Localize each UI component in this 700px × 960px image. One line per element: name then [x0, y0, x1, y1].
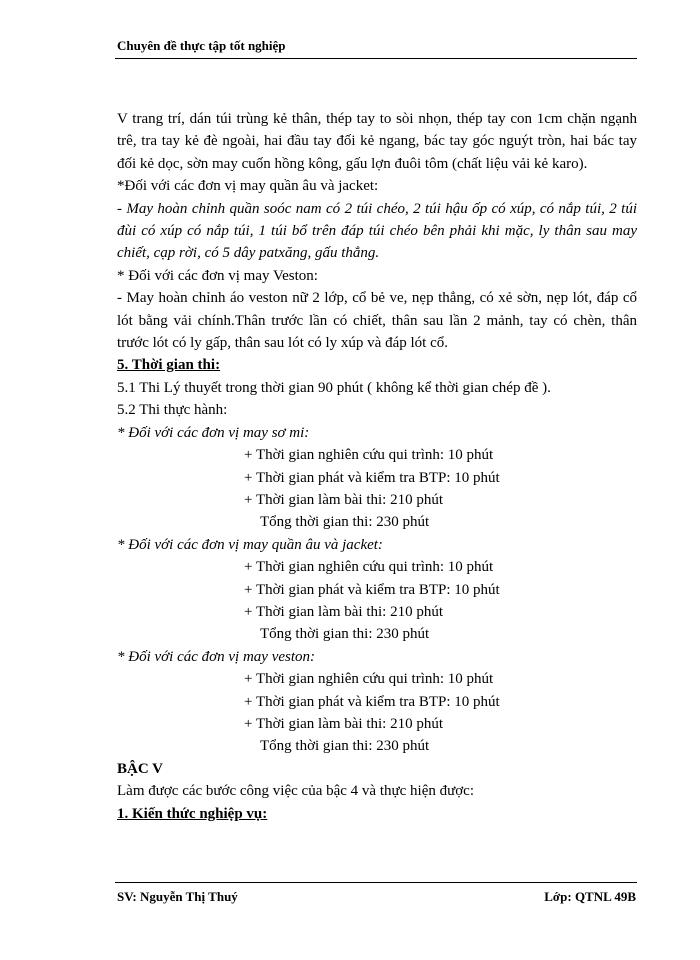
paragraph-quan-au-heading: *Đối với các đơn vị may quần âu và jacket: — [117, 178, 379, 195]
group-item: + Thời gian làm bài thi: 210 phút — [244, 715, 444, 732]
group-item: + Thời gian phát và kiểm tra BTP: 10 phút — [244, 469, 500, 486]
section-5-1: 5.1 Thi Lý thuyết trong thời gian 90 phút ( không kể thời gian chép đề ). — [117, 379, 551, 396]
group-total: Tổng thời gian thi: 230 phút — [260, 738, 430, 755]
paragraph-veston-desc: - May hoàn chỉnh áo veston nữ 2 lớp, cổ bẻ ve, nẹp thẳng, có xẻ sờn, nẹp lót, đáp cổ lót bằng vải chính.Thân trước lần có chiết, thân sau lần 2 mảnh, tay có chèn, thân trước lót có ly gấp, thân sau lót có ly xúp và đáp lót cổ. — [117, 290, 637, 352]
header-rule — [115, 58, 637, 59]
group-total: Tổng thời gian thi: 230 phút — [260, 514, 430, 531]
section-5-heading: 5. Thời gian thi: — [117, 357, 221, 374]
group-item: + Thời gian làm bài thi: 210 phút — [244, 603, 444, 620]
group-item: + Thời gian nghiên cứu qui trình: 10 phút — [244, 559, 494, 576]
time-group-so-mi — [117, 422, 637, 534]
paragraph-1: V trang trí, dán túi trùng kẻ thân, thép tay to sòi nhọn, thép tay con 1cm chặn ngạnh trê, tra tay kẻ đè ngoài, hai đầu tay đối kẻ ngang, bác tay góc nguýt tròn, hai bác tay đối kẻ dọc, sờn may cuốn hồng kông, gấu lợn đuôi tôm (chất liệu vải kẻ karo). — [117, 111, 637, 172]
paragraph-veston-heading: * Đối với các đơn vị may Veston: — [117, 267, 318, 284]
group-item: + Thời gian phát và kiểm tra BTP: 10 phút — [244, 581, 500, 598]
group-title: * Đối với các đơn vị may quần âu và jacket: — [117, 536, 383, 553]
paragraph-quan-au-desc: - May hoàn chỉnh quần soóc nam có 2 túi chéo, 2 túi hậu ốp có xúp, có nắp túi, 2 túi đùi có xúp có nắp túi, 1 túi bổ trên đáp túi chéo bên phải khi mặc, ly thân sau may chiết, cạp rời, có 5 dây patxăng, gấu thẳng. — [117, 200, 637, 262]
footer-student-name: SV: Nguyễn Thị Thuý — [117, 889, 238, 904]
footer-rule — [115, 882, 637, 883]
running-header: Chuyên đề thực tập tốt nghiệp — [117, 38, 286, 53]
page-body — [117, 108, 637, 825]
group-title: * Đối với các đơn vị may sơ mi: — [117, 424, 310, 441]
time-group-veston — [117, 646, 637, 758]
time-group-quan-au — [117, 534, 637, 646]
group-item: + Thời gian nghiên cứu qui trình: 10 phút — [244, 671, 494, 688]
section-5-2: 5.2 Thi thực hành: — [117, 402, 228, 419]
section-1-heading: 1. Kiến thức nghiệp vụ: — [117, 805, 268, 822]
group-title: * Đối với các đơn vị may veston: — [117, 648, 316, 665]
group-item: + Thời gian nghiên cứu qui trình: 10 phút — [244, 447, 494, 464]
footer-class: Lớp: QTNL 49B — [544, 889, 636, 904]
level-description: Làm được các bước công việc của bậc 4 và thực hiện được: — [117, 783, 474, 800]
group-item: + Thời gian phát và kiểm tra BTP: 10 phút — [244, 693, 500, 710]
group-total: Tổng thời gian thi: 230 phút — [260, 626, 430, 643]
level-title: BẬC V — [117, 760, 163, 777]
group-item: + Thời gian làm bài thi: 210 phút — [244, 491, 444, 508]
